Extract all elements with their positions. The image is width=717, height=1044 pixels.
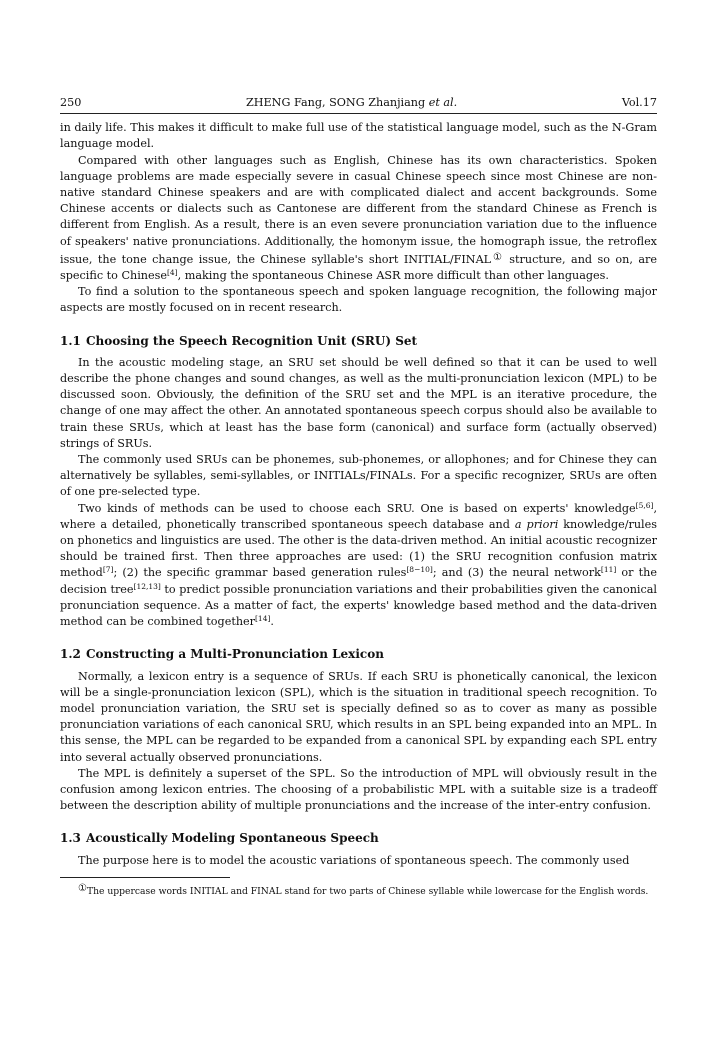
paragraph-text: Two kinds of methods can be used to choose each SRU. One is based on experts' knowledge	[78, 501, 636, 515]
paragraph-text: ; (2) the specific grammar based generation rules	[113, 566, 407, 580]
section-number: 1.2	[60, 647, 81, 662]
paragraph-text: to predict possible pronunciation variations and their probabilities given the canonical pronunciation sequence. As a matter of fact, the experts' knowledge based method and the data-driven method can be combined together	[60, 582, 657, 629]
citation-ref[interactable]: [11]	[600, 565, 617, 575]
citation-ref[interactable]: [14]	[255, 614, 271, 624]
paragraph-acoustic-modeling: The purpose here is to model the acoustic variations of spontaneous speech. The commonly used	[78, 853, 630, 867]
paragraph-text: ; and (3) the neural network	[432, 566, 601, 580]
paragraph-solution-aspects: To find a solution to the spontaneous speech and spoken language recognition, the following major aspects are mostly focused on in recent research.	[60, 285, 657, 315]
paragraph-text: or the decision tree	[60, 566, 657, 596]
citation-ref[interactable]: [5,6]	[635, 500, 654, 510]
authors-text: ZHENG Fang, SONG Zhanjiang	[245, 96, 426, 109]
paragraph-text: , making the spontaneous Chinese ASR more difficult than other languages.	[177, 269, 609, 283]
footnote-divider	[60, 877, 230, 878]
paragraph-sru-definition: In the acoustic modeling stage, an SRU set should be well defined so that it can be used to well describe the phone changes and sound changes, as well as the multi-pronunciation lexicon (MPL) to be discussed soon. Obviously, the definition of the SRU set and the MPL is an iterative procedure, the change of one may affect the other. An annotated spontaneous speech corpus should also be available to train these SRUs, which at least has the base form (canonical) and surface form (actually observed) strings of SRUs.	[60, 355, 657, 450]
footnote-text: The uppercase words INITIAL and FINAL stand for two parts of Chinese syllable while lowercase for the English words.	[86, 885, 649, 897]
section-heading-1-1	[60, 333, 657, 349]
paragraph-sru-methods	[60, 501, 657, 631]
section-number: 1.1	[60, 333, 81, 348]
citation-ref[interactable]: [8−10]	[406, 565, 433, 575]
paragraph-text: structure, and so on, are specific to Chinese	[60, 252, 658, 283]
running-head-authors	[246, 95, 457, 111]
italic-term: a priori	[514, 517, 559, 531]
section-heading-1-3	[60, 830, 657, 846]
paragraph-mpl-superset: The MPL is definitely a superset of the SPL. So the introduction of MPL will obviously result in the confusion among lexicon entries. The choosing of a probabilistic MPL with a suitable size is a tradeoff between the description ability of multiple pronunciations and the increase of the inter-entry confusion.	[60, 766, 657, 813]
section-title: Acoustically Modeling Spontaneous Speech	[86, 831, 379, 846]
paragraph-chinese-characteristics	[60, 153, 657, 285]
paragraph-text: , where a detailed, phonetically transcribed spontaneous speech database and	[60, 501, 657, 531]
paragraph-text: knowledge/rules on phonetics and linguistics are used. The other is the data-driven method. An initial acoustic recognizer should be trained first. Then three approaches are used: (1) the SRU recognition confusion matrix method	[60, 517, 657, 580]
footnote-marker: ①	[78, 882, 87, 894]
paragraph-text: .	[270, 615, 274, 629]
paragraph-lexicon-entry: Normally, a lexicon entry is a sequence of SRUs. If each SRU is phonetically canonical, the lexicon will be a single-pronunciation lexicon (SPL), which is the situation in traditional speech recognition. To model pronunciation variation, the SRU set is specially defined so as to cover as many as possible pronunciation variations of each canonical SRU, which results in an SPL being expanded into an MPL. In this sense, the MPL can be regarded to be expanded from a canonical SPL by expanding each SPL entry into several actually observed pronunciations.	[60, 669, 657, 764]
volume-label: Vol.17	[621, 96, 657, 109]
section-heading-1-2	[60, 646, 657, 662]
section-title: Constructing a Multi-Pronunciation Lexicon	[86, 647, 384, 662]
paper-page	[60, 95, 657, 898]
citation-ref[interactable]: [12,13]	[133, 581, 161, 591]
page-number: 250	[60, 96, 82, 109]
section-number: 1.3	[60, 831, 81, 846]
citation-ref[interactable]: [4]	[166, 268, 178, 278]
running-head	[60, 95, 657, 114]
paragraph-text: Compared with other languages such as English, Chinese has its own characteristics. Spoken language problems are made especially severe in casual Chinese speech since most Chinese are non-native standard Chinese speakers and are with complicated dialect and accent backgrounds. Some Chinese accents or dialects such as Cantonese are different from the standard Chinese as French is different from English. As a result, there is an even severe pronunciation variation due to the influence of speakers' native pronunciations. Additionally, the homonym issue, the homograph issue, the retroflex issue, the tone change issue, the Chinese syllable's short INITIAL/FINAL	[60, 153, 657, 266]
paragraph-sru-types: The commonly used SRUs can be phonemes, sub-phonemes, or allophones; and for Chinese they can alternatively be syllables, semi-syllables, or INITIALs/FINALs. For a specific recognizer, SRUs are often of one pre-selected type.	[60, 453, 657, 499]
authors-etal: et al.	[428, 96, 458, 109]
footnote	[60, 882, 657, 898]
paragraph-intro-continued: in daily life. This makes it difficult to make full use of the statistical language model, such as the N-Gram language model.	[60, 121, 657, 151]
citation-ref[interactable]: [7]	[102, 565, 114, 575]
footnote-marker[interactable]: ①	[491, 251, 504, 263]
section-title: Choosing the Speech Recognition Unit (SRU) Set	[86, 333, 418, 348]
